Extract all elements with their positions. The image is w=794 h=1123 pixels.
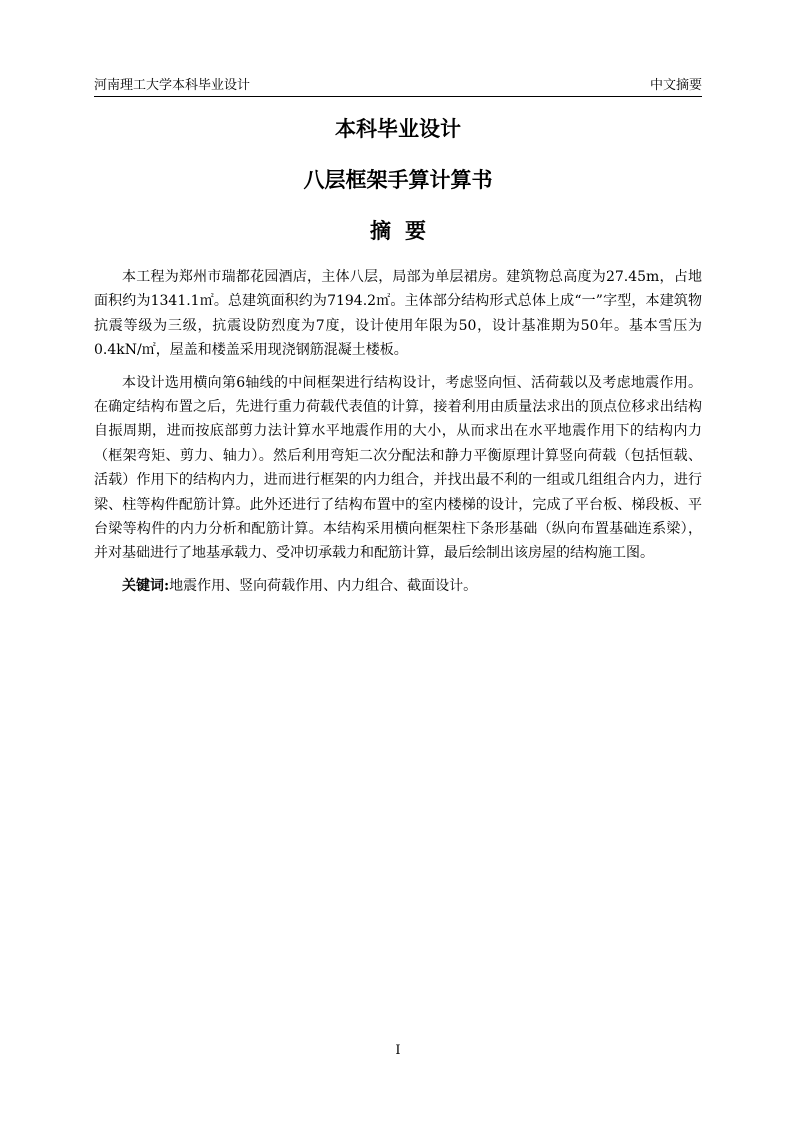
keywords-label: 关键词:	[122, 577, 170, 594]
document-subtitle: 八层框架手算计算书	[303, 168, 493, 192]
keywords-text: 地震作用、竖向荷载作用、内力组合、截面设计。	[169, 577, 478, 594]
keywords-line	[94, 574, 702, 598]
document-title: 本科毕业设计	[335, 117, 461, 141]
header-section: 中文摘要	[649, 78, 702, 93]
abstract-body	[94, 265, 702, 606]
header-university: 河南理工大学本科毕业设计	[94, 78, 251, 93]
abstract-paragraph: 本工程为郑州市瑞都花园酒店，主体八层，局部为单层裙房。建筑物总高度为27.45m，占地面积约为1341.1㎡。总建筑面积约为7194.2㎡。主体部分结构形式总体上成“一”字型，本建筑物抗震等级为三级，抗震设防烈度为7度，设计使用年限为50，设计基准期为50年。基本雪压为0.4kN/㎡，屋盖和楼盖采用现浇钢筋混凝土楼板。	[94, 269, 702, 359]
header-divider	[94, 96, 702, 97]
abstract-heading: 摘要	[370, 219, 440, 243]
page-header	[94, 76, 702, 96]
abstract-paragraph: 本设计选用横向第6轴线的中间框架进行结构设计，考虑竖向恒、活荷载以及考虑地震作用。在确定结构布置之后，先进行重力荷载代表值的计算，接着利用由质量法求出的顶点位移求出结构自振周期，进而按底部剪力法计算水平地震作用的大小，从而求出在水平地震作用下的结构内力（框架弯矩、剪力、轴力）。然后利用弯矩二次分配法和静力平衡原理计算竖向荷载（包括恒载、活载）作用下的结构内力，进而进行框架的内力组合，并找出最不利的一组或几组组合内力，进行梁、柱等构件配筋计算。此外还进行了结构布置中的室内楼梯的设计，完成了平台板、梯段板、平台梁等构件的内力分析和配筋计算。本结构采用横向框架柱下条形基础（纵向布置基础连系梁），并对基础进行了地基承载力、受冲切承载力和配筋计算，最后绘制出该房屋的结构施工图。	[94, 374, 702, 562]
page-number: I	[395, 1043, 401, 1058]
